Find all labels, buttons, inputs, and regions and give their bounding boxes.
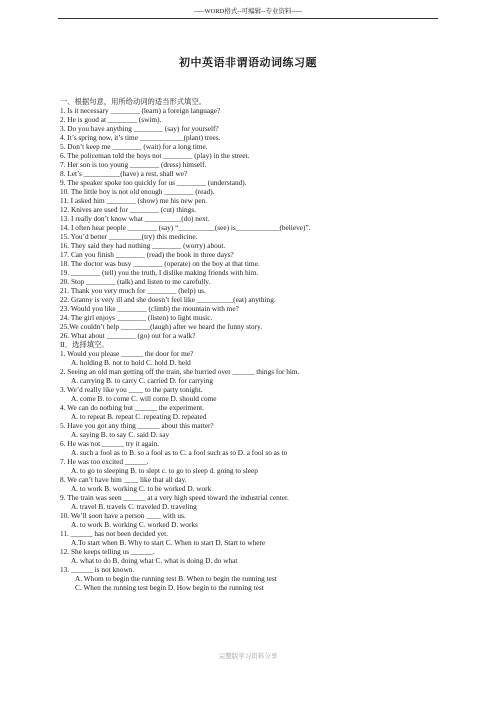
exercise-line: 2. He is good at ________ (swim). [60, 115, 162, 124]
page-header: -----WORD格式--可编辑--专业资料----- [193, 8, 303, 15]
question-line: 12. She keeps telling us ______. [60, 547, 155, 556]
exercise-line: 8. Let’s __________(have) a rest, shall we? [60, 169, 188, 178]
exercise-line: 20. Stop ________ (talk) and listen to me carefully. [60, 277, 211, 286]
question-line: 1. Would you please ______ the door for me? [60, 349, 194, 358]
section-heading: II．选择填空。 [60, 340, 109, 349]
answer-options: A. to go to sleeping B. to slept c. to go to sleep d. going to sleep [71, 466, 258, 475]
answer-options: A. holding B. not to hold C. hold D. held [71, 358, 191, 367]
exercise-body [60, 97, 450, 592]
answer-options: A. to repeat B. repeat C. repeating D. repeated [71, 412, 207, 421]
question-line: 3. We’d really like you ____ to the party tonight. [60, 385, 203, 394]
exercise-line: 9. The speaker spoke too quickly for us ________ (understand). [60, 178, 247, 187]
exercise-line: 10. The little boy is not old enough ________ (read). [60, 187, 215, 196]
answer-options: A. what to do B. doing what C. what is doing D. do what [71, 556, 238, 565]
exercise-line: 19. ________ (tell) you the truth, I dislike making friends with him. [60, 268, 259, 277]
exercise-line: 15. You’d better _________(try) this medicine. [60, 232, 198, 241]
exercise-line: 11. I asked him ________ (show) me his new pen. [60, 196, 208, 205]
question-line: 8. We can’t have him ____ like that all day. [60, 475, 187, 484]
exercise-line: 4. It’s spring now, it’s time ____________(plant) trees. [60, 133, 221, 142]
exercise-line: 5. Don’t keep me ________ (wait) for a long time. [60, 142, 208, 151]
exercise-line: 1. Is it necessary ________ (learn) a foreign language? [60, 106, 221, 115]
page-title: 初中英语非谓语动词练习题 [179, 57, 317, 69]
question-line: 5. Have you got any thing ______ about this matter? [60, 421, 214, 430]
question-line: 2. Seeing an old man getting off the train, she hurried over ______ things for him. [60, 367, 300, 376]
exercise-line: 6. The policeman told the boys not ________ (play) in the street. [60, 151, 250, 160]
exercise-line: 16. They said they had nothing ________ (worry) about. [60, 241, 226, 250]
question-line: 9. The train was seen ______ at a very high speed toward the industrial center. [60, 493, 289, 502]
answer-options: A. such a fool as to B. so a fool as to C. a fool such as to D. a fool so as to [71, 448, 288, 457]
answer-options: A. carrying B. to carry C. carried D. for carrying [71, 376, 214, 385]
question-line: 7. He was too excited ______. [60, 457, 149, 466]
exercise-line: 22. Granny is very ill and she doesn’t feel like __________(eat) anything. [60, 295, 276, 304]
answer-options: A. come B. to come C. will come D. should come [71, 394, 217, 403]
answer-options: A. to work B. working C. to be worked D. work [71, 484, 212, 493]
question-line: 13. ______ is not known. [60, 565, 135, 574]
exercise-line: 26. What about ________ (go) out for a walk? [60, 331, 196, 340]
exercise-line: 24. The girl enjoys ________ (listen) to light music. [60, 313, 213, 322]
answer-options: A. to work B. working C. worked D. works [71, 520, 198, 529]
exercise-line: 21. Thank you very much for ________ (help) us. [60, 286, 206, 295]
answer-options: A. saying B. to say C. said D. say [71, 430, 170, 439]
question-line: 4. We can do nothing but ______ the experiment. [60, 403, 204, 412]
exercise-line: 13. I really don’t know what __________(do) next. [60, 214, 210, 223]
answer-options: A.To start when B. Why to start C. When to start D. Start to where [71, 538, 266, 547]
exercise-line: 3. Do you have anything ________ (say) for yourself? [60, 124, 219, 133]
exercise-line: 25.We couldn’t help ________(laugh) after we heard the funny story. [60, 322, 263, 331]
exercise-line: 14. I often hear people ________ (say) “__________(see) is____________(believe)”. [60, 223, 311, 232]
section-heading: 一、根据句意，用所给动词的适当形式填空。 [60, 97, 206, 106]
exercise-line: 12. Knives are used for ________ (cut) things. [60, 205, 196, 214]
exercise-line: 23. Would you like ________ (climb) the mountain with me? [60, 304, 239, 313]
page-footer: 完整版学习资料分享 [218, 653, 278, 660]
question-line: 6. He was not ______ try it again. [60, 439, 160, 448]
exercise-line: 17. Can you finish ________ (read) the book in three days? [60, 250, 234, 259]
question-line: 11. ______ has not been decided yet. [60, 529, 168, 538]
answer-options: C. When the running test begin D. How begin to the running test [75, 583, 264, 592]
exercise-line: 7. Her son is too young ________ (dress) himself. [60, 160, 207, 169]
answer-options: A. travel B. travels C. traveled D. traveling [71, 502, 197, 511]
exercise-line: 18. The doctor was busy ________ (operate) on the boy at that time. [60, 259, 260, 268]
header-rule [58, 18, 438, 19]
answer-options: A. Whom to begin the running test B. When to begin the running test [75, 574, 277, 583]
question-line: 10. We’ll soon have a person ____ with us. [60, 511, 186, 520]
